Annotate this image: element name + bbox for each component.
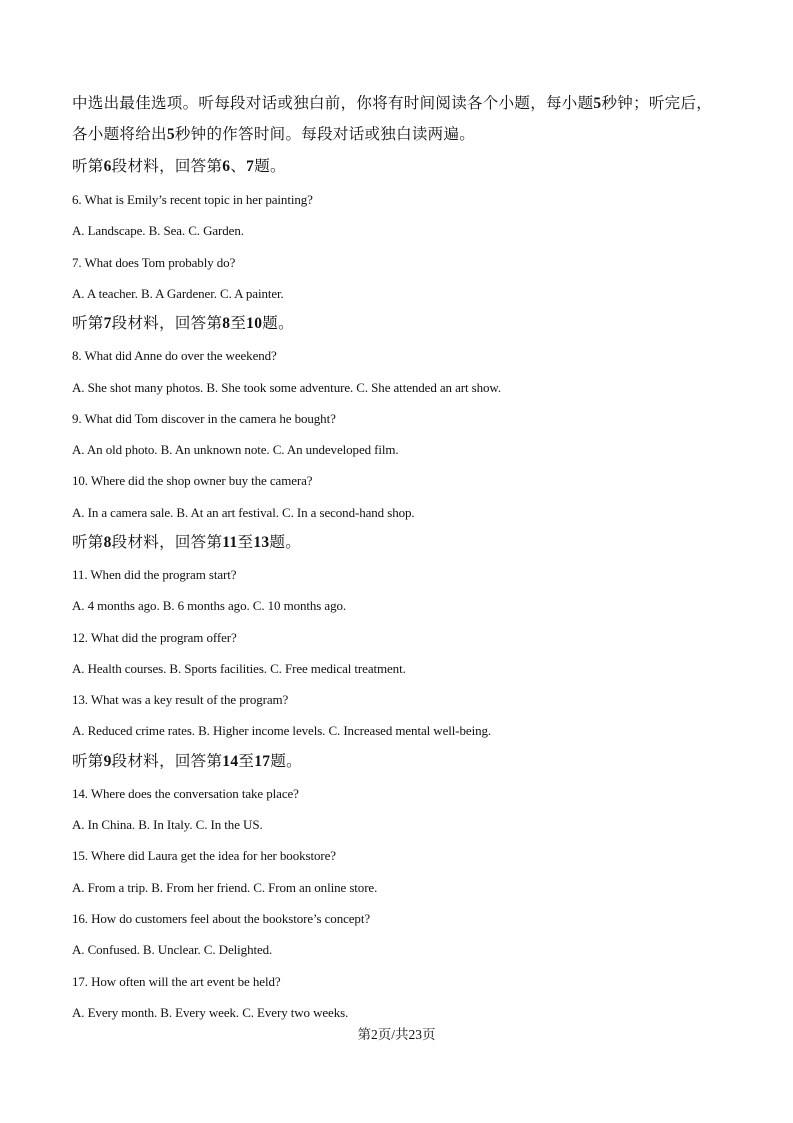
options-14: A. In China. B. In Italy. C. In the US. <box>72 817 263 832</box>
options-16: A. Confused. B. Unclear. C. Delighted. <box>72 942 273 957</box>
question-14: 14. Where does the conversation take place? <box>72 786 299 801</box>
options-11: A. 4 months ago. B. 6 months ago. C. 10 months ago. <box>72 598 347 613</box>
section-heading-7: 听第7段材料，回答第8至10题。 <box>72 315 294 332</box>
options-6: A. Landscape. B. Sea. C. Garden. <box>72 223 244 238</box>
question-6: 6. What is Emily’s recent topic in her painting? <box>72 192 313 207</box>
bold-number: 7 <box>103 315 112 332</box>
section-heading-9: 听第9段材料，回答第14至17题。 <box>72 753 302 770</box>
bold-number: 10 <box>246 315 263 332</box>
question-11: 11. When did the program start? <box>72 567 237 582</box>
bold-number: 6 <box>103 158 112 175</box>
options-17: A. Every month. B. Every week. C. Every two weeks. <box>72 1005 349 1020</box>
question-17: 17. How often will the art event be held? <box>72 974 281 989</box>
intro-line-2: 各小题将给出5秒钟的作答时间。每段对话或独白读两遍。 <box>72 126 476 143</box>
section-heading-8: 听第8段材料，回答第11至13题。 <box>72 534 302 551</box>
section-heading-6: 听第6段材料，回答第6、7题。 <box>72 158 286 175</box>
options-7: A. A teacher. B. A Gardener. C. A painter. <box>72 286 284 301</box>
page-number-footer: 第2页/共23页 <box>357 1027 436 1042</box>
question-13: 13. What was a key result of the program? <box>72 692 289 707</box>
options-13: A. Reduced crime rates. B. Higher income levels. C. Increased mental well-being. <box>72 723 492 738</box>
question-7: 7. What does Tom probably do? <box>72 255 236 270</box>
bold-number: 7 <box>246 158 255 175</box>
options-8: A. She shot many photos. B. She took some adventure. C. She attended an art show. <box>72 380 502 395</box>
bold-number: 5 <box>166 126 175 143</box>
intro-line-1: 中选出最佳选项。听每段对话或独白前，你将有时间阅读各个小题，每小题5秒钟；听完后， <box>72 95 713 112</box>
bold-number: 11 <box>222 534 238 551</box>
question-12: 12. What did the program offer? <box>72 630 237 645</box>
question-9: 9. What did Tom discover in the camera he bought? <box>72 411 336 426</box>
options-12: A. Health courses. B. Sports facilities. C. Free medical treatment. <box>72 661 406 676</box>
question-8: 8. What did Anne do over the weekend? <box>72 348 277 363</box>
bold-number: 8 <box>222 315 231 332</box>
options-10: A. In a camera sale. B. At an art festival. C. In a second-hand shop. <box>72 505 415 520</box>
bold-number: 17 <box>254 753 271 770</box>
bold-number: 14 <box>222 753 239 770</box>
bold-number: 9 <box>103 753 112 770</box>
bold-number: 13 <box>253 534 270 551</box>
bold-number: 8 <box>103 534 112 551</box>
options-9: A. An old photo. B. An unknown note. C. An undeveloped film. <box>72 442 399 457</box>
question-10: 10. Where did the shop owner buy the camera? <box>72 473 313 488</box>
bold-number: 5 <box>593 95 602 112</box>
options-15: A. From a trip. B. From her friend. C. From an online store. <box>72 880 378 895</box>
question-15: 15. Where did Laura get the idea for her bookstore? <box>72 848 336 863</box>
bold-number: 6 <box>222 158 231 175</box>
question-16: 16. How do customers feel about the bookstore’s concept? <box>72 911 371 926</box>
